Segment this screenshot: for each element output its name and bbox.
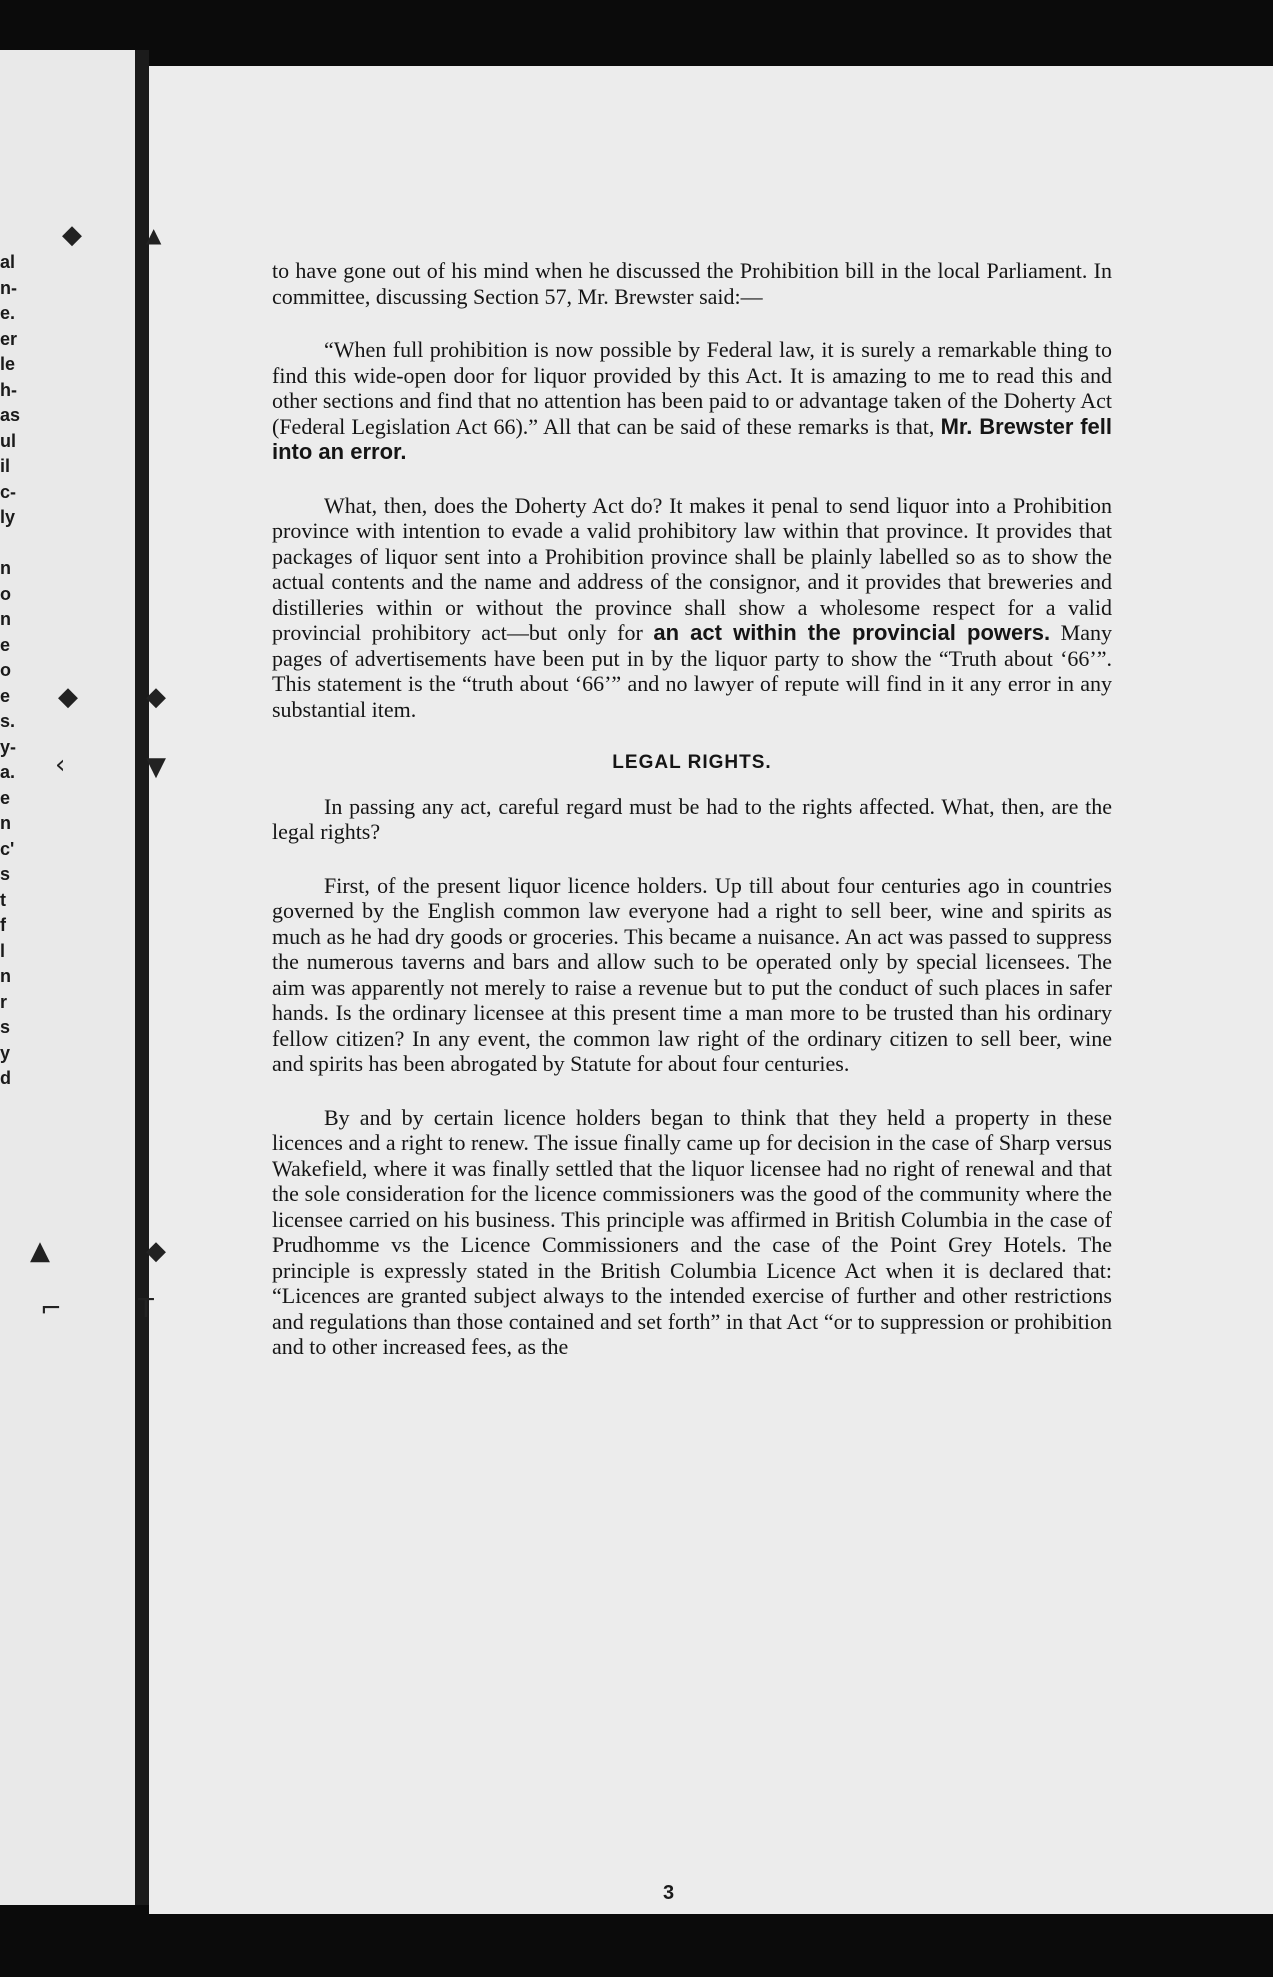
left-page-fragment: e [0, 787, 11, 808]
left-page-fragment: e [0, 634, 11, 655]
ink-mark-icon: T [138, 1294, 154, 1324]
paragraph [272, 794, 1112, 845]
left-page-fragment: o [0, 583, 11, 604]
left-page-fragment: r [0, 991, 8, 1012]
left-page-fragment: s [0, 1017, 11, 1037]
paragraph [272, 873, 1112, 1077]
left-page-fragment: o [0, 660, 11, 680]
ink-mark-icon: ◆ [146, 682, 166, 712]
left-page-fragment: le [0, 354, 16, 374]
paragraph-text: to have gone out of his mind when he discussed the Prohibition bill in the local Parliament. In committee, discussing Section 57, Mr. Brewster said:— [272, 258, 1112, 309]
ink-mark-icon: ‹ [55, 750, 66, 780]
paragraph [272, 1105, 1112, 1360]
left-page-fragment: n [0, 609, 11, 629]
left-page-fragment: e. [0, 303, 16, 323]
ink-mark-icon: ▲ [146, 223, 162, 247]
paragraph-text: First, of the present liquor licence holders. Up till about four centuries ago in countries governed by the English common law everyone had a right to sell beer, wine and spirits as much as he had dry goods or groceries. This became a nuisance. An act was passed to suppress the numerous taverns and bars and allow such to be operated only by special licensees. The aim was apparently not merely to raise a revenue but to put the conduct of such places in safer hands. Is the ordinary licensee at this present time a man more to be trusted than his ordinary fellow citizen? In any event, the common law right of the ordinary citizen to sell beer, wine and spirits has been abrogated by Statute for about four centuries. [272, 872, 1112, 1076]
left-page-fragment: e [0, 685, 11, 706]
page-body-text [272, 258, 1112, 1388]
left-page-fragment: a. [0, 762, 16, 782]
left-page-fragment: s [0, 864, 11, 884]
paragraph-text: What, then, does the Doherty Act do? It makes it penal to send liquor into a Prohibition province with intention to evade a valid prohibitory law within that province. It provides that packages of liquor sent into a Prohibition province shall be plainly labelled so as to show the actual contents and the name and address of the consignor, and it provides that breweries and distilleries within or without the province shall show a wholesome respect for a valid provincial prohibitory act—but only for [272, 492, 1112, 645]
emphasis-text: an act within the provincial powers. [653, 620, 1051, 645]
left-page-fragment: s. [0, 711, 16, 731]
left-page-fragment: n [0, 966, 11, 986]
left-page-fragment: er [0, 328, 18, 349]
paragraph-text: Many pages of advertisements have been put in by the liquor party to show the “Truth about ‘66’”. This statement is the “truth about ‘66’” and no lawyer of repute will find in it any error in any substantial item. [272, 620, 1112, 722]
paragraph [272, 493, 1112, 723]
left-page-fragment: as [0, 405, 21, 425]
left-page-fragment: y- [0, 736, 17, 757]
paragraph [272, 258, 1112, 309]
left-page-fragment: c- [0, 481, 17, 502]
paragraph-text: By and by certain licence holders began to think that they held a property in these licences and a right to renew. The issue finally came up for decision in the case of Sharp versus Wakefield, where it was finally settled that the liquor licensee had no right of renewal and that the sole consideration for the licence commissioners was the good of the community where the licensee carried on his business. This principle was affirmed in British Columbia in the case of Prudhomme vs the Licence Commissioners and the case of the Point Grey Hotels. The principle is expressly stated in the British Columbia Licence Act when it is declared that: “Licences are granted subject always to the intended exercise of further and other restrictions and regulations than those contained and set forth” in that Act “or to suppression or prohibition and to other increased fees, as the [272, 1104, 1112, 1359]
left-page-fragment: t [0, 889, 6, 910]
left-page-fragment: l [0, 940, 6, 961]
left-page-fragment: n [0, 813, 11, 833]
left-page-fragment: n [0, 558, 11, 578]
ink-mark-icon: ◆ [62, 220, 82, 250]
paragraph-text: “When full prohibition is now possible by Federal law, it is surely a remarkable thing to find this wide-open door for liquor provided by this Act. It is amazing to me to read this and other sections and find that no attention has been paid to or advantage taken of the Doherty Act (Federal Legislation Act 66).” All that can be said of these remarks is that, [272, 337, 1112, 439]
ink-mark-icon: ⌐ [40, 1294, 62, 1324]
page-number: 3 [663, 1882, 675, 1904]
left-page-fragment: h- [0, 379, 17, 400]
left-page-fragment: ul [0, 430, 16, 451]
ink-mark-icon: ◆ [146, 1236, 166, 1266]
ink-mark-icon: ◆ [58, 682, 78, 712]
ink-mark-icon: ▲ [30, 1236, 50, 1266]
left-page-fragment: ly [0, 507, 16, 527]
margin-ink-marks [0, 0, 166, 1977]
emphasis-text: Mr. Brewster fell into an error. [272, 413, 1112, 464]
section-heading: LEGAL RIGHTS. [612, 752, 772, 773]
left-page-fragment: al [0, 252, 16, 272]
left-page-fragment: f [0, 915, 6, 935]
left-page-fragment: y [0, 1042, 11, 1063]
paragraph [272, 337, 1112, 465]
left-page-fragment: n- [0, 277, 17, 298]
ink-mark-icon: ▼ [146, 752, 166, 782]
paragraph-text: In passing any act, careful regard must be had to the rights affected. What, then, are the legal rights? [272, 793, 1112, 844]
left-page-fragment: c' [0, 838, 15, 859]
left-page-fragment: il [0, 456, 11, 476]
left-page-fragment: d [0, 1068, 11, 1088]
